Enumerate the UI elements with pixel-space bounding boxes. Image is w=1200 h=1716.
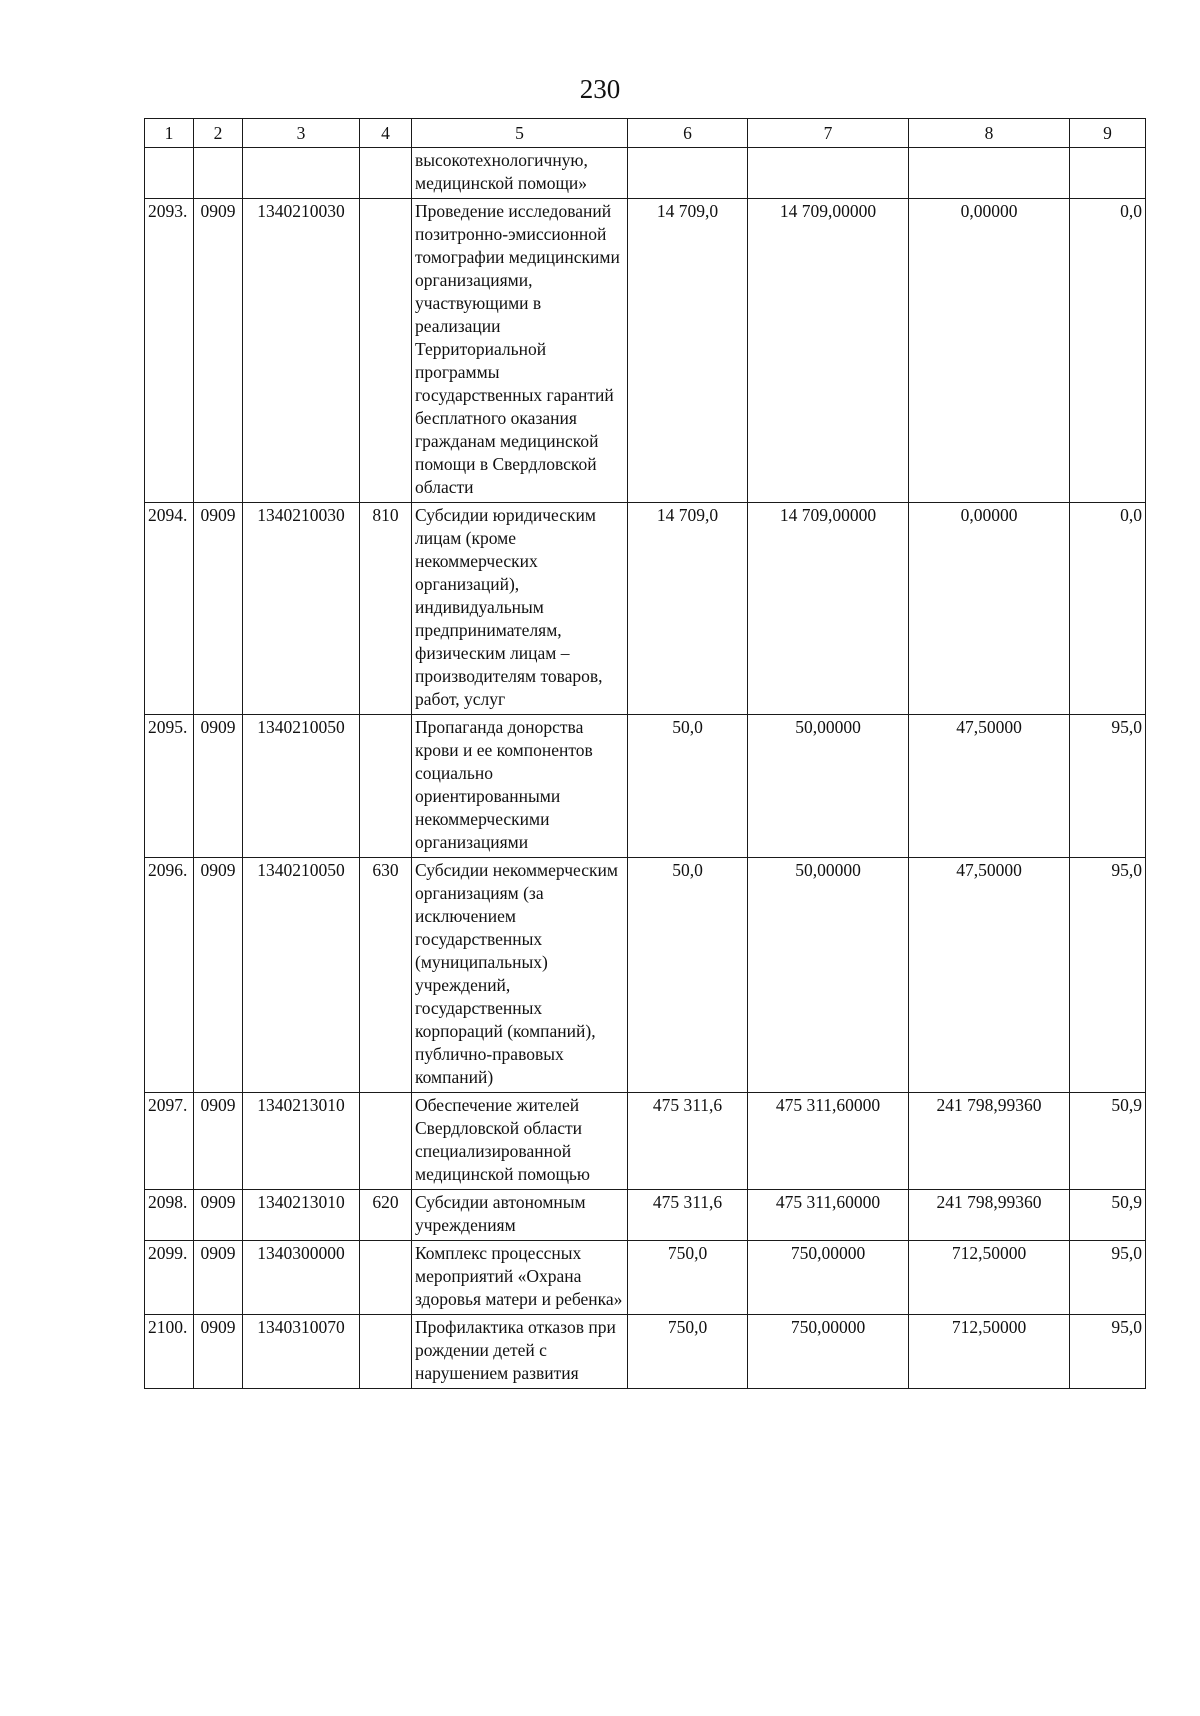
row-number: 2098. bbox=[145, 1190, 194, 1241]
approved-amount: 475 311,60000 bbox=[748, 1093, 909, 1190]
expense-type: 630 bbox=[360, 858, 412, 1093]
item-name: Субсидии некоммерческим организациям (за исключением государственных (муниципальных) учреждений, государственных корпораций (компаний), публично-правовых компаний) bbox=[412, 858, 628, 1093]
table-row bbox=[145, 715, 1146, 858]
plan-amount bbox=[628, 148, 748, 199]
plan-amount: 475 311,6 bbox=[628, 1190, 748, 1241]
target-code bbox=[243, 148, 360, 199]
header-cell: 8 bbox=[909, 119, 1070, 148]
expense-type bbox=[360, 1241, 412, 1315]
row-number: 2095. bbox=[145, 715, 194, 858]
executed-amount bbox=[909, 148, 1070, 199]
table-row bbox=[145, 1315, 1146, 1389]
target-code: 1340310070 bbox=[243, 1315, 360, 1389]
expense-type bbox=[360, 1093, 412, 1190]
approved-amount: 750,00000 bbox=[748, 1315, 909, 1389]
approved-amount: 475 311,60000 bbox=[748, 1190, 909, 1241]
plan-amount: 14 709,0 bbox=[628, 503, 748, 715]
executed-amount: 241 798,99360 bbox=[909, 1190, 1070, 1241]
row-number: 2093. bbox=[145, 199, 194, 503]
target-code: 1340210030 bbox=[243, 503, 360, 715]
expense-type bbox=[360, 148, 412, 199]
row-number bbox=[145, 148, 194, 199]
table-row bbox=[145, 1093, 1146, 1190]
target-code: 1340300000 bbox=[243, 1241, 360, 1315]
section-code: 0909 bbox=[194, 858, 243, 1093]
item-name: Проведение исследований позитронно-эмиссионной томографии медицинскими организациями, участвующими в реализации Территориальной программы государственных гарантий бесплатного оказания гражданам медицинской помощи в Свердловской области bbox=[412, 199, 628, 503]
expense-type bbox=[360, 199, 412, 503]
target-code: 1340210050 bbox=[243, 858, 360, 1093]
execution-percent: 0,0 bbox=[1070, 199, 1146, 503]
expense-type: 620 bbox=[360, 1190, 412, 1241]
execution-percent: 95,0 bbox=[1070, 1241, 1146, 1315]
row-number: 2097. bbox=[145, 1093, 194, 1190]
target-code: 1340213010 bbox=[243, 1093, 360, 1190]
item-name: Пропаганда донорства крови и ее компонентов социально ориентированными некоммерческими организациями bbox=[412, 715, 628, 858]
target-code: 1340210030 bbox=[243, 199, 360, 503]
target-code: 1340210050 bbox=[243, 715, 360, 858]
executed-amount: 712,50000 bbox=[909, 1241, 1070, 1315]
executed-amount: 47,50000 bbox=[909, 715, 1070, 858]
table-row bbox=[145, 1190, 1146, 1241]
page-number: 230 bbox=[579, 74, 621, 104]
item-name: Профилактика отказов при рождении детей с нарушением развития bbox=[412, 1315, 628, 1389]
table-row bbox=[145, 503, 1146, 715]
approved-amount: 50,00000 bbox=[748, 715, 909, 858]
item-name: Субсидии юридическим лицам (кроме некоммерческих организаций), индивидуальным предпринимателям, физическим лицам – производителям товаров, работ, услуг bbox=[412, 503, 628, 715]
execution-percent: 0,0 bbox=[1070, 503, 1146, 715]
header-cell: 4 bbox=[360, 119, 412, 148]
expense-type bbox=[360, 1315, 412, 1389]
row-number: 2094. bbox=[145, 503, 194, 715]
section-code: 0909 bbox=[194, 715, 243, 858]
plan-amount: 750,0 bbox=[628, 1315, 748, 1389]
header-cell: 9 bbox=[1070, 119, 1146, 148]
header-cell: 3 bbox=[243, 119, 360, 148]
section-code: 0909 bbox=[194, 1093, 243, 1190]
plan-amount: 50,0 bbox=[628, 858, 748, 1093]
item-name: Субсидии автономным учреждениям bbox=[412, 1190, 628, 1241]
header-cell: 2 bbox=[194, 119, 243, 148]
executed-amount: 47,50000 bbox=[909, 858, 1070, 1093]
execution-percent: 95,0 bbox=[1070, 1315, 1146, 1389]
execution-percent: 95,0 bbox=[1070, 715, 1146, 858]
plan-amount: 14 709,0 bbox=[628, 199, 748, 503]
expense-type: 810 bbox=[360, 503, 412, 715]
table-row bbox=[145, 1241, 1146, 1315]
execution-percent: 50,9 bbox=[1070, 1190, 1146, 1241]
executed-amount: 0,00000 bbox=[909, 199, 1070, 503]
table-row bbox=[145, 858, 1146, 1093]
section-code: 0909 bbox=[194, 503, 243, 715]
header-cell: 6 bbox=[628, 119, 748, 148]
section-code: 0909 bbox=[194, 1315, 243, 1389]
plan-amount: 750,0 bbox=[628, 1241, 748, 1315]
target-code: 1340213010 bbox=[243, 1190, 360, 1241]
item-name: высокотехнологичную, медицинской помощи» bbox=[412, 148, 628, 199]
header-cell: 7 bbox=[748, 119, 909, 148]
approved-amount bbox=[748, 148, 909, 199]
section-code: 0909 bbox=[194, 1190, 243, 1241]
budget-table bbox=[144, 118, 1146, 1389]
item-name: Комплекс процессных мероприятий «Охрана здоровья матери и ребенка» bbox=[412, 1241, 628, 1315]
section-code: 0909 bbox=[194, 1241, 243, 1315]
row-number: 2100. bbox=[145, 1315, 194, 1389]
executed-amount: 241 798,99360 bbox=[909, 1093, 1070, 1190]
header-cell: 5 bbox=[412, 119, 628, 148]
section-code: 0909 bbox=[194, 199, 243, 503]
expense-type bbox=[360, 715, 412, 858]
execution-percent: 95,0 bbox=[1070, 858, 1146, 1093]
approved-amount: 50,00000 bbox=[748, 858, 909, 1093]
plan-amount: 475 311,6 bbox=[628, 1093, 748, 1190]
plan-amount: 50,0 bbox=[628, 715, 748, 858]
executed-amount: 712,50000 bbox=[909, 1315, 1070, 1389]
section-code bbox=[194, 148, 243, 199]
execution-percent bbox=[1070, 148, 1146, 199]
executed-amount: 0,00000 bbox=[909, 503, 1070, 715]
approved-amount: 750,00000 bbox=[748, 1241, 909, 1315]
row-number: 2096. bbox=[145, 858, 194, 1093]
header-row bbox=[145, 119, 1146, 148]
table-row bbox=[145, 148, 1146, 199]
row-number: 2099. bbox=[145, 1241, 194, 1315]
approved-amount: 14 709,00000 bbox=[748, 503, 909, 715]
header-cell: 1 bbox=[145, 119, 194, 148]
approved-amount: 14 709,00000 bbox=[748, 199, 909, 503]
execution-percent: 50,9 bbox=[1070, 1093, 1146, 1190]
item-name: Обеспечение жителей Свердловской области специализированной медицинской помощью bbox=[412, 1093, 628, 1190]
table-row bbox=[145, 199, 1146, 503]
